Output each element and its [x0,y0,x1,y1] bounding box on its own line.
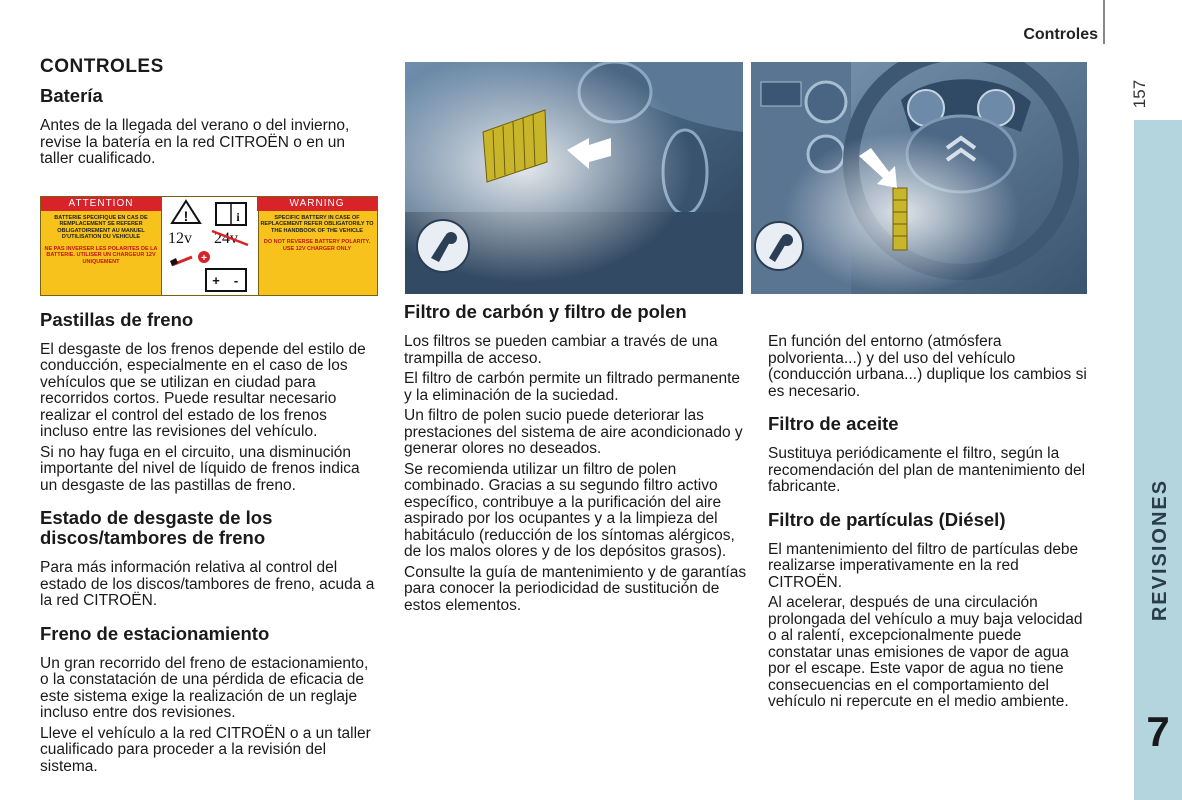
estacionamiento-text-1: Un gran recorrido del freno de estacionamiento, o la constatación de una pérdida de eficacia de este sistema exige la realización de un reglaje incluso entre dos revisiones. [40,654,369,721]
warning-label-left-head: ATTENTION [41,197,161,211]
jumper-cable-icon [170,251,210,266]
svg-text:i: i [236,209,240,224]
estacionamiento-heading: Freno de estacionamiento [40,622,270,644]
maintenance-icon [417,220,469,272]
header-divider [1103,0,1105,44]
filtro-particulas-heading: Filtro de partículas (Diésel) [768,508,1006,530]
pastillas-heading: Pastillas de freno [40,308,194,330]
pastillas-text-2: Si no hay fuga en el circuito, una disminución importante del nivel de líquido de frenos indica un desgaste de las pastillas de freno. [40,443,360,494]
right-column [768,334,1088,715]
label-24v-crossed [212,230,248,247]
left-column [40,56,378,779]
battery-icon [206,269,246,291]
label-12v: 12v [168,229,192,247]
dashboard-filter-photo [751,62,1087,294]
filtro-carbon-text-5: Consulte la guía de mantenimiento y de garantías para conocer la periodicidad de sustitución de estos elementos. [404,563,747,614]
middle-column [404,302,750,618]
filtro-particulas-text-1: El mantenimiento del filtro de partículas debe realizarse imperativamente en la red CITROËN. [768,540,1079,591]
warning-label-right-head: WARNING [257,197,377,211]
chapter-side-tab [1134,120,1182,800]
page-number: 157 [1130,79,1149,109]
filtro-carbon-text-1: Los filtros se pueden cambiar a través de una trampilla de acceso. [404,333,718,367]
label-24v: 24v [214,229,238,247]
svg-text:-: - [233,272,239,288]
filtro-carbon-text-4: Se recomienda utilizar un filtro de polen combinado. Gracias a su segundo filtro activo específico, contribuye a la purificación del aire aspirado por los ocupantes y a la limpieza del habitáculo (reducción de los síntomas alérgicos, de los malos olores y de los depósitos grasos). [404,460,735,560]
filtro-aceite-text: Sustituya periódicamente el filtro, según la recomendación del plan de mantenimiento del fabricante. [768,445,1086,495]
maintenance-icon [755,222,803,270]
filtro-carbon-heading: Filtro de carbón y filtro de polen [404,301,687,322]
pollen-filter-icon [893,188,907,250]
cabin-filter-photo [405,62,743,294]
estacionamiento-text-2: Lleve el vehículo a la red CITROËN o a un taller cualificado para proceder a la revisión del sistema. [40,724,371,775]
warning-label-right-red: DO NOT REVERSE BATTERY POLARITY. USE 12V CHARGER ONLY [263,239,371,252]
manual-book-icon [216,203,246,225]
chapter-number: 7 [1146,708,1170,755]
discos-heading: Estado de desgaste de los discos/tambores de freno [40,507,273,548]
warning-label-french [41,197,161,295]
svg-text:+: + [212,272,220,288]
warning-label-left-text: BATTERIE SPECIFIQUE EN CAS DE REMPLACEMENT SE REFERER OBLIGATOIREMENT AU MANUEL D'UTILISATION DU VEHICULE [54,214,148,240]
section-title: CONTROLES [40,56,164,77]
bateria-text: Antes de la llegada del verano o del invierno, revise la batería en la red CITROËN o en un taller cualificado. [40,117,350,167]
warning-label-english [257,197,377,295]
pastillas-text-1: El desgaste de los frenos depende del estilo de conducción, especialmente en el caso de los vehículos que se utilizan en ciudad para recorridos cortos. Puede resultar necesario realizar el control del estado de los frenos incluso entre las revisiones del vehículo. [40,340,366,440]
warning-label-right-text: SPECIFIC BATTERY IN CASE OF REPLACEMENT REFER OBLIGATORILY TO THE HANDBOOK OF THE VEHICLE [260,214,374,234]
chapter-tab-label: REVISIONES [1149,478,1171,622]
filtro-aceite-heading: Filtro de aceite [768,413,899,434]
warning-triangle-icon [172,201,200,224]
filtro-carbon-text-2: El filtro de carbón permite un filtrado permanente y la eliminación de la suciedad. [404,370,741,404]
svg-text:!: ! [183,207,189,224]
filtro-carbon-text-3: Un filtro de polen sucio puede deteriorar las prestaciones del sistema de aire acondicionado y generar olores no deseados. [404,407,743,457]
battery-warning-label [40,196,378,296]
discos-text: Para más información relativa al control del estado de los discos/tambores de freno, acuda a la red CITROËN. [40,559,375,609]
filtro-frequency-text: En función del entorno (atmósfera polvorienta...) y del uso del vehículo (conducción urbana...) duplique los cambios si es necesario. [768,333,1087,400]
svg-text:+: + [201,252,207,264]
bateria-heading: Batería [40,85,103,106]
warning-label-pictograms [161,197,259,295]
filtro-particulas-text-2: Al acelerar, después de una circulación prolongada del vehículo a muy baja velocidad o al ralentí, excepcionalmente puede constatar unas emisiones de vapor de agua por el escape. Este vapor de agua no tiene consecuencias en el comportamiento del vehículo ni repercute en el medio ambiente. [768,594,1083,710]
page-header-title: Controles [1023,26,1098,43]
warning-label-left-red: NE PAS INVERSER LES POLARITES DE LA BATTERIE. UTILISER UN CHARGEUR 12V UNIQUEMENT [44,245,158,265]
